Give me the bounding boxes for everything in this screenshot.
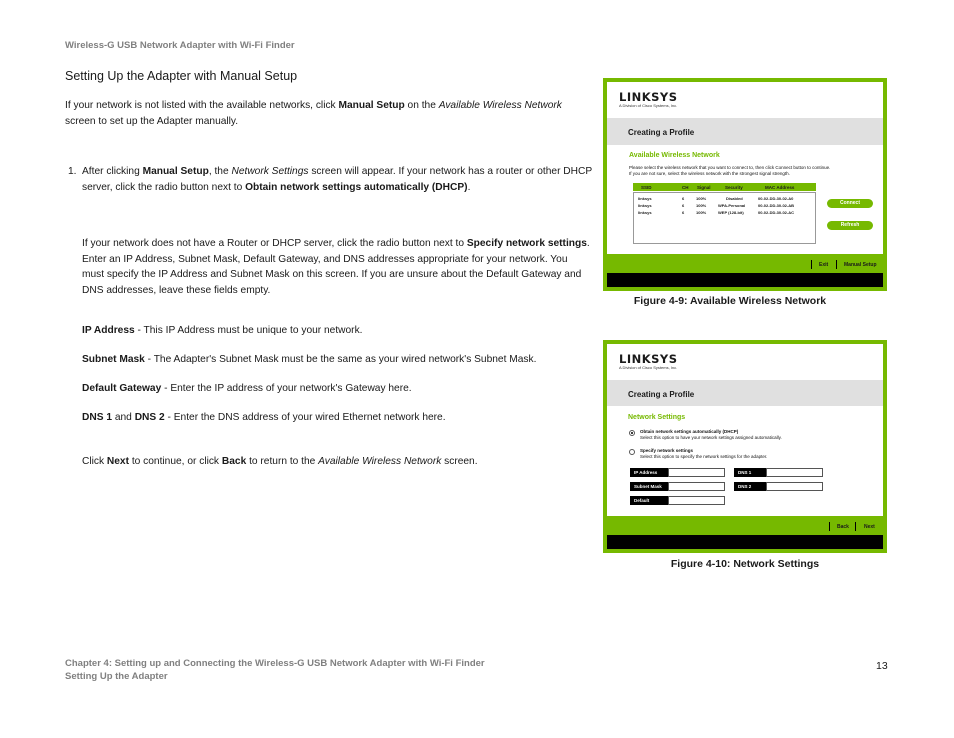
band-title: Creating a Profile: [628, 128, 695, 137]
specify-radio[interactable]: [629, 449, 635, 455]
back-button[interactable]: Back: [837, 524, 849, 530]
next-button[interactable]: Next: [864, 524, 875, 530]
text: .: [467, 181, 471, 193]
connect-button[interactable]: Connect: [827, 199, 873, 208]
manual-setup-button[interactable]: Manual Setup: [844, 262, 877, 268]
dhcp-option-title: Obtain network settings automatically (DHCP): [640, 429, 739, 434]
def-ip-address: [82, 323, 363, 339]
text: After clicking: [82, 166, 143, 177]
text: - Enter the DNS address of your wired Ethernet network here.: [164, 412, 446, 423]
description-line-2: If you are not sure, select the wireless network with the strongest signal strength.: [629, 171, 790, 176]
text: to return to the: [246, 456, 319, 467]
text: , the: [208, 166, 232, 177]
window-body: [607, 82, 883, 287]
column-header: MAC Address: [765, 184, 795, 190]
bold-text: DNS 2: [134, 412, 165, 423]
text: screen to set up the Adapter manually.: [65, 115, 239, 127]
table-row[interactable]: [634, 195, 815, 202]
step1-paragraph: [82, 164, 592, 195]
closing-paragraph: [82, 454, 478, 470]
dns1-field[interactable]: [766, 468, 823, 477]
italic-text: Available Wireless Network: [438, 100, 562, 111]
figure-network-settings: [603, 340, 887, 553]
logo-subtitle: A Division of Cisco Systems, Inc.: [619, 103, 678, 108]
text: Click: [82, 456, 107, 467]
dns2-label: DNS 2: [734, 482, 766, 491]
table-row[interactable]: [634, 202, 815, 209]
text: If your network does not have a Router or DHCP server, click the radio button next to: [82, 238, 467, 249]
def-subnet-mask: [82, 352, 536, 368]
logo-area: [607, 344, 883, 380]
ip-address-label: IP Address: [630, 468, 668, 477]
cell: linksys: [638, 210, 652, 215]
subnet-mask-label: Subnet Mask: [630, 482, 668, 491]
column-header: Signal: [697, 184, 711, 190]
logo-area: [607, 82, 883, 118]
specify-option-desc: Select this option to specify the network settings for the adapter.: [640, 454, 768, 459]
bold-text: IP Address: [82, 325, 135, 336]
nav-bar: [607, 254, 883, 275]
separator: [836, 260, 837, 269]
footer-chapter: Chapter 4: Setting up and Connecting the Wireless-G USB Network Adapter with Wi-Fi Finder: [65, 658, 485, 669]
cell: linksys: [638, 196, 652, 201]
band-title: Creating a Profile: [628, 390, 695, 399]
cell: linksys: [638, 203, 652, 208]
linksys-logo: LINKSYS: [619, 352, 678, 366]
cell: 6: [682, 196, 685, 201]
logo-subtitle: A Division of Cisco Systems, Inc.: [619, 365, 678, 370]
cell: 00-02-DD-30-02-AB: [758, 203, 795, 208]
footer-section: Setting Up the Adapter: [65, 670, 168, 682]
text: to continue, or click: [129, 456, 222, 467]
title-band: [607, 118, 883, 145]
bold-text: Obtain network settings automatically (DHCP): [245, 181, 468, 193]
dhcp-radio[interactable]: [629, 430, 635, 436]
dhcp-option-desc: Select this option to have your network settings assigned automatically.: [640, 435, 782, 440]
separator: [855, 522, 856, 531]
text: If your network is not listed with the available networks, click: [65, 100, 339, 111]
status-bar: [607, 535, 883, 549]
cell: Disabled: [726, 196, 743, 201]
bold-text: Manual Setup: [142, 166, 209, 177]
bold-text: Specify network settings: [466, 238, 587, 249]
status-bar: [607, 273, 883, 287]
text: . Enter an IP Address, Subnet Mask, Default Gateway, and DNS addresses appropriate for your network. You must specify the IP Address and Subnet Mask on this screen. If you are unsure about the Default Gateway and DNS addresses, leave these fields empty.: [82, 238, 590, 296]
separator: [811, 260, 812, 269]
intro-paragraph: [65, 98, 595, 129]
cell: 00-02-DD-30-02-A0: [758, 196, 794, 201]
bold-text: Manual Setup: [338, 100, 405, 111]
cell: WEP (128-bit): [718, 210, 744, 215]
title-band: [607, 380, 883, 406]
section-heading: Network Settings: [628, 414, 686, 421]
bold-text: Back: [221, 456, 247, 467]
section-heading: Available Wireless Network: [629, 152, 720, 159]
table-row[interactable]: [634, 209, 815, 216]
ip-address-field[interactable]: [668, 468, 725, 477]
figure-available-wireless-network: [603, 78, 887, 291]
specify-option-title: Specify network settings: [640, 448, 694, 453]
cell: WPA-Personal: [718, 203, 746, 208]
cell: 00-02-DD-30-02-AC: [758, 210, 795, 215]
specify-paragraph: [82, 236, 590, 298]
italic-text: Network Settings: [231, 166, 309, 177]
text: - Enter the IP address of your network's Gateway here.: [161, 383, 412, 394]
network-list[interactable]: [633, 192, 816, 244]
subnet-mask-field[interactable]: [668, 482, 725, 491]
column-header: CH: [682, 184, 689, 190]
dns2-field[interactable]: [766, 482, 823, 491]
description-line-1: Please select the wireless network that you want to connect to, then click Connect button to continue.: [629, 165, 831, 170]
cell: 100%: [696, 210, 707, 215]
text: - This IP Address must be unique to your network.: [134, 325, 363, 336]
section-title: Setting Up the Adapter with Manual Setup: [65, 69, 298, 83]
exit-button[interactable]: Exit: [819, 262, 829, 268]
cell: 100%: [696, 203, 707, 208]
text: and: [112, 412, 135, 423]
table-header: [633, 183, 816, 191]
column-header: SSID: [641, 184, 652, 190]
default-gateway-field[interactable]: [668, 496, 725, 505]
step-number: 1.: [68, 166, 77, 177]
running-header: Wireless-G USB Network Adapter with Wi-Fi Finder: [65, 40, 295, 51]
text: on the: [404, 100, 439, 111]
page-number: 13: [876, 660, 888, 672]
text: screen will appear. If your network has a router or other DHCP server, click the radio button next to: [82, 166, 592, 193]
cell: 6: [682, 210, 685, 215]
bold-text: DNS 1: [82, 412, 113, 423]
column-header: Security: [725, 184, 743, 190]
refresh-button[interactable]: Refresh: [827, 221, 873, 230]
figure-caption: Figure 4-9: Available Wireless Network: [633, 295, 827, 307]
window-body: [607, 344, 883, 549]
text: screen.: [441, 456, 478, 467]
bold-text: Subnet Mask: [82, 354, 145, 365]
default-gateway-label: Default Gateway: [630, 496, 668, 505]
page-footer: [65, 658, 485, 683]
italic-text: Available Wireless Network: [318, 456, 442, 467]
bold-text: Next: [106, 456, 129, 467]
text: - The Adapter's Subnet Mask must be the same as your wired network's Subnet Mask.: [144, 354, 537, 365]
cell: 100%: [696, 196, 707, 201]
def-default-gateway: [82, 381, 412, 397]
figure-caption: Figure 4-10: Network Settings: [670, 558, 820, 570]
def-dns: [82, 410, 446, 426]
cell: 6: [682, 203, 685, 208]
nav-bar: [607, 516, 883, 537]
bold-text: Default Gateway: [82, 383, 162, 394]
separator: [829, 522, 830, 531]
linksys-logo: LINKSYS: [619, 90, 678, 104]
dns1-label: DNS 1: [734, 468, 766, 477]
